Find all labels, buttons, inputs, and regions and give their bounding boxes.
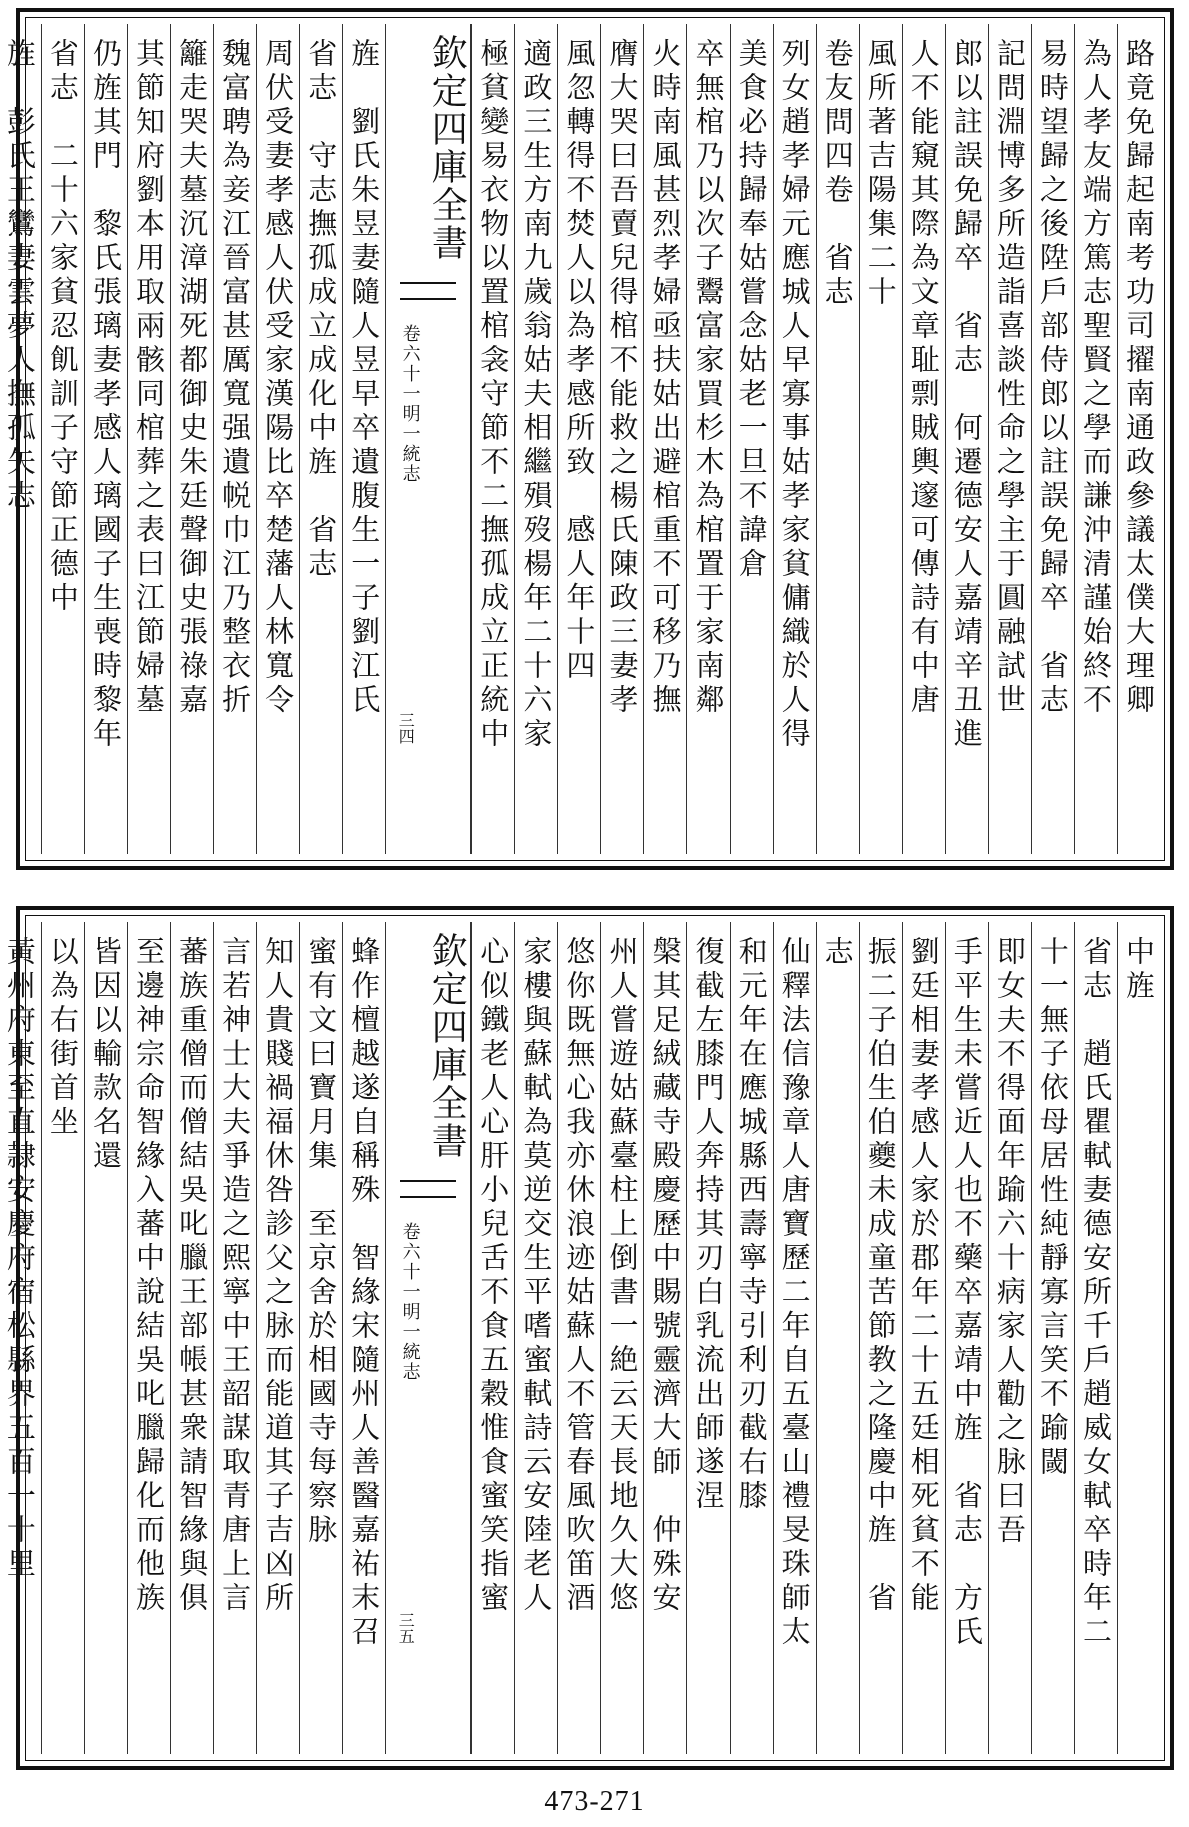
text-column: 以為右街首坐 — [41, 922, 84, 1754]
text-column: 復截左膝門人奔持其刃白乳流出師遂涅 — [686, 922, 729, 1754]
text-column: 魏富聘為妾江晉富甚厲寬强遺帨巾江乃整衣折 — [213, 24, 256, 854]
text-column: 槃其足絨藏寺殿慶歷中賜號靈濟大師 仲殊安 — [643, 922, 686, 1754]
text-column: 皆因以輸款名還 — [84, 922, 127, 1754]
text-column: 膺大哭曰吾賣兒得棺不能救之楊氏陳政三妻孝 — [600, 24, 643, 854]
text-column: 心似鐵老人心肝小兒舌不食五穀惟食蜜笑指蜜 — [471, 922, 514, 1754]
text-column: 蜜有文曰寶月集 至京舍於相國寺每察脉 — [299, 922, 342, 1754]
text-column: 人不能窺其際為文章耻剽賊輿邃可傳詩有中唐 — [902, 24, 945, 854]
chapter-label: 明一統志 — [399, 1302, 421, 1382]
page-bottom — [2, 906, 1174, 1770]
text-column: 美食必持歸奉姑嘗念姑老一旦不諱倉 — [730, 24, 773, 854]
text-column: 卷友問四卷 省志 — [816, 24, 859, 854]
center-fold — [385, 24, 471, 854]
text-column: 其節知府劉本用取兩骸同棺葬之表曰江節婦墓 — [127, 24, 170, 854]
text-column: 火時南風甚烈孝婦亟扶姑出避棺重不可移乃撫 — [643, 24, 686, 854]
text-column: 風忽轉得不焚人以為孝感所致 感人年十四 — [557, 24, 600, 854]
volume-label: 卷六十一 — [399, 324, 421, 404]
text-column: 十一無子依母居性純靜寡言笑不踰閾 — [1031, 922, 1074, 1754]
text-column: 志 — [816, 922, 859, 1754]
text-column: 易時望歸之後陞戶部侍郎以註誤免歸卒 省志 — [1031, 24, 1074, 854]
text-column: 旌 彭氏王鸞妻雲夢人撫孤矢志 — [0, 24, 41, 854]
fishtail-mark — [400, 1180, 456, 1198]
text-column: 適政三生方南九歲翁姑夫相繼殞歿楊年二十六家 — [514, 24, 557, 854]
text-column: 記問淵博多所造詣喜談性命之學主于圓融試世 — [988, 24, 1031, 854]
text-column: 手平生未嘗近人也不藥卒嘉靖中旌 省志 方氏 — [945, 922, 988, 1754]
text-column: 劉廷相妻孝感人家於郡年二十五廷相死貧不能 — [902, 922, 945, 1754]
text-column: 省志 守志撫孤成立成化中旌 省志 — [299, 24, 342, 854]
text-columns — [2, 24, 1160, 854]
text-column: 仍旌其門 黎氏張璃妻孝感人璃國子生喪時黎年 — [84, 24, 127, 854]
chapter-label: 明一統志 — [399, 404, 421, 484]
text-column: 郎以註誤免歸卒 省志 何遷德安人嘉靖辛丑進 — [945, 24, 988, 854]
text-column: 列女趙孝婦元應城人早寡事姑孝家貧傭織於人得 — [773, 24, 816, 854]
folio-number: 三四 — [396, 712, 416, 744]
text-column: 知人貴賤禍福休咎診父之脉而能道其子吉凶所 — [256, 922, 299, 1754]
running-title: 欽定四庫全書 — [426, 34, 468, 262]
text-column: 周伏受妻孝感人伏受家漢陽比卒楚藩人林寬令 — [256, 24, 299, 854]
text-column: 為人孝友端方篤志聖賢之學而謙沖清謹始終不 — [1074, 24, 1117, 854]
text-column: 即女夫不得面年踰六十病家人勸之脉曰吾 — [988, 922, 1031, 1754]
fishtail-mark — [400, 282, 456, 300]
center-fold — [385, 922, 471, 1754]
text-column: 州人嘗遊姑蘇臺柱上倒書一絶云天長地久大悠 — [600, 922, 643, 1754]
text-column: 旌 劉氏朱昱妻隨人昱早卒遺腹生一子劉江氏 — [342, 24, 385, 854]
text-column: 籬走哭夫墓沉漳湖死都御史朱廷聲御史張祿嘉 — [170, 24, 213, 854]
text-column: 省志 趙氏瞿軾妻德安所千戶趙威女軾卒時年二 — [1074, 922, 1117, 1754]
text-column: 仙釋法信豫章人唐寶歷二年自五臺山禮旻珠師太 — [773, 922, 816, 1754]
text-column: 言若神士大夫爭造之熙寧中王韶謀取青唐上言 — [213, 922, 256, 1754]
text-column: 中旌 — [1117, 922, 1160, 1754]
text-column: 黃州府東至直隷安慶府宿松縣界五百一十里 — [0, 922, 41, 1754]
text-column: 省志 二十六家貧忍飢訓子守節正德中 — [41, 24, 84, 854]
text-column: 卒無棺乃以次子鬻富家買杉木為棺置于家南鄰 — [686, 24, 729, 854]
text-columns — [2, 922, 1160, 1754]
text-column: 家樓與蘇軾為莫逆交生平嗜蜜軾詩云安陸老人 — [514, 922, 557, 1754]
volume-label: 卷六十一 — [399, 1222, 421, 1302]
text-column: 路竟免歸起南考功司擢南通政參議太僕大理卿 — [1117, 24, 1160, 854]
folio-number: 三五 — [396, 1612, 416, 1644]
page-number: 473-271 — [544, 1786, 645, 1817]
text-column: 和元年在應城縣西壽寧寺引利刃截右膝 — [730, 922, 773, 1754]
text-column: 蜂作檀越遂自稱殊 智緣宋隨州人善醫嘉祐末召 — [342, 922, 385, 1754]
text-column: 至邊神宗命智緣入蕃中說結吳叱臘歸化而他族 — [127, 922, 170, 1754]
text-column: 振二子伯生伯夔未成童苦節教之隆慶中旌 省 — [859, 922, 902, 1754]
page-top — [2, 8, 1174, 870]
text-column: 悠你既無心我亦休浪迹姑蘇人不管春風吹笛酒 — [557, 922, 600, 1754]
text-column: 風所著吉陽集二十 — [859, 24, 902, 854]
text-column: 極貧變易衣物以置棺衾守節不二撫孤成立正統中 — [471, 24, 514, 854]
text-column: 蕃族重僧而僧結吳叱臘王部帳甚衆請智緣與俱 — [170, 922, 213, 1754]
running-title: 欽定四庫全書 — [426, 932, 468, 1160]
